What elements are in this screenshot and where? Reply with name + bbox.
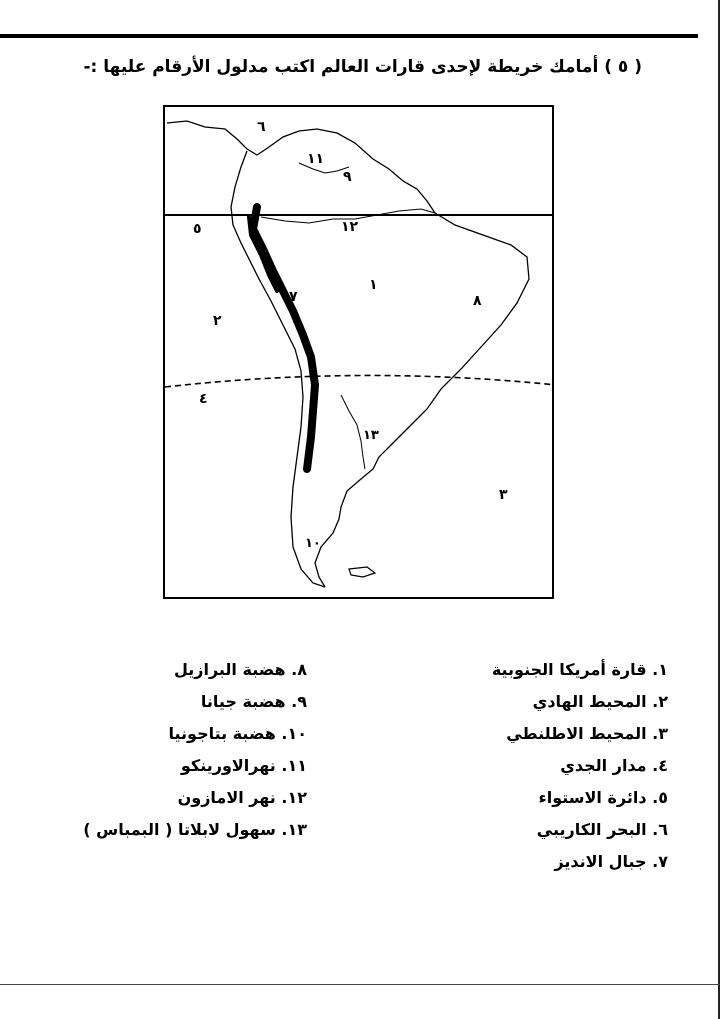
- answer-5: ٥. دائرة الاستواء: [538, 788, 668, 807]
- map-number-12: ١٢: [341, 219, 359, 235]
- map-number-4: ٤: [199, 391, 208, 407]
- answer-10: ١٠. هضبة بتاجونيا: [168, 724, 307, 743]
- answer-8: ٨. هضبة البرازيل: [173, 660, 307, 679]
- map-frame: [163, 105, 554, 599]
- map-number-3: ٣: [499, 487, 508, 503]
- map-number-1: ١: [369, 277, 378, 293]
- answer-4: ٤. مدار الجدي: [560, 756, 668, 775]
- question-heading: ( ٥ ) أمامك خريطة لإحدى قارات العالم اكتب مدلول الأرقام عليها :-: [83, 57, 642, 77]
- map-number-9: ٩: [343, 169, 352, 185]
- answer-6: ٦. البحر الكاريبي: [536, 820, 668, 839]
- bottom-divider: [0, 984, 720, 985]
- answer-12: ١٢. نهر الامازون: [177, 788, 307, 807]
- answer-7: ٧. جبال الانديز: [554, 852, 668, 871]
- tropic-of-capricorn-line: [165, 375, 554, 387]
- atlantic-coastline: [315, 213, 529, 587]
- answer-2: ٢. المحيط الهادي: [532, 692, 668, 711]
- map-number-11: ١١: [307, 151, 325, 167]
- parana-river: [341, 395, 365, 469]
- map-number-10: ١٠: [305, 536, 321, 551]
- answer-13: ١٣. سهول لابلاتا ( البمباس ): [83, 820, 307, 839]
- tierra-del-fuego: [349, 567, 375, 577]
- caribbean-coastline: [167, 121, 435, 213]
- south-america-map: [165, 107, 554, 599]
- andes-mountains: [253, 207, 315, 469]
- answer-9: ٩. هضبة جيانا: [200, 692, 307, 711]
- map-number-5: ٥: [193, 221, 202, 237]
- map-number-2: ٢: [213, 313, 222, 329]
- top-divider: [0, 34, 698, 38]
- map-number-7: ٧: [289, 289, 298, 305]
- map-number-6: ٦: [257, 119, 266, 135]
- map-number-13: ١٣: [363, 428, 379, 443]
- answer-3: ٣. المحيط الاطلنطي: [506, 724, 668, 743]
- answer-list-right: [408, 654, 668, 878]
- answer-1: ١. قارة أمريكا الجنوبية: [491, 660, 668, 679]
- map-number-8: ٨: [473, 293, 482, 309]
- answer-list-left: [47, 654, 307, 846]
- answer-11: ١١. نهرالاورينكو: [180, 756, 307, 775]
